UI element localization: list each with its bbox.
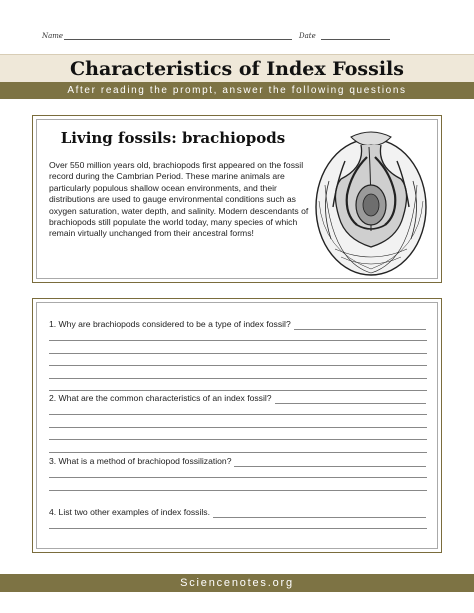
date-field[interactable] xyxy=(321,39,390,40)
title-band xyxy=(0,54,474,82)
questions-card xyxy=(32,298,442,553)
worksheet-subtitle: After reading the prompt, answer the following questions xyxy=(67,85,407,96)
answer-line[interactable] xyxy=(49,439,427,440)
answer-line[interactable] xyxy=(49,528,427,529)
question-1 xyxy=(49,319,427,330)
question-2 xyxy=(49,393,427,404)
question-text: 2. What are the common characteristics of an index fossil? xyxy=(49,393,272,403)
name-label: Name xyxy=(42,32,64,40)
brachiopod-shell-illustration xyxy=(311,121,431,279)
worksheet-title: Characteristics of Index Fossils xyxy=(70,58,404,80)
passage-title: Living fossils: brachiopods xyxy=(60,129,286,147)
passage-body: Over 550 million years old, brachiopods first appeared on the fossil record during the Cambrian Period. These marine animals are particularly populous shallow ocean environments, and their distributions are used to gauge environmental conditions such as oxygen saturation, water depth, and salinity. Modern descendants of brachiopods still populate the world today, many species of which remain virtually unchanged from their ancestral forms! xyxy=(49,160,309,239)
answer-line[interactable] xyxy=(49,378,427,379)
question-text: 1. Why are brachiopods considered to be a type of index fossil? xyxy=(49,319,291,329)
reading-passage-card xyxy=(32,115,442,283)
answer-line[interactable] xyxy=(49,353,427,354)
footer-site: Sciencenotes.org xyxy=(180,577,294,589)
question-4 xyxy=(49,507,427,518)
question-text: 3. What is a method of brachiopod fossilization? xyxy=(49,456,232,466)
answer-inline-blank[interactable] xyxy=(234,458,426,467)
name-date-row xyxy=(42,30,362,44)
answer-line[interactable] xyxy=(49,414,427,415)
answer-line[interactable] xyxy=(49,365,427,366)
answer-line[interactable] xyxy=(49,390,427,391)
answer-line[interactable] xyxy=(49,427,427,428)
question-3 xyxy=(49,456,427,467)
answer-line[interactable] xyxy=(49,477,427,478)
question-text: 4. List two other examples of index fossils. xyxy=(49,507,210,517)
answer-line[interactable] xyxy=(49,452,427,453)
answer-line[interactable] xyxy=(49,490,427,491)
subtitle-band xyxy=(0,82,474,99)
answer-line[interactable] xyxy=(49,340,427,341)
answer-inline-blank[interactable] xyxy=(213,509,426,518)
answer-inline-blank[interactable] xyxy=(275,395,426,404)
answer-inline-blank[interactable] xyxy=(294,321,426,330)
name-field[interactable] xyxy=(64,39,292,40)
footer-band xyxy=(0,574,474,592)
date-label: Date xyxy=(299,32,316,40)
